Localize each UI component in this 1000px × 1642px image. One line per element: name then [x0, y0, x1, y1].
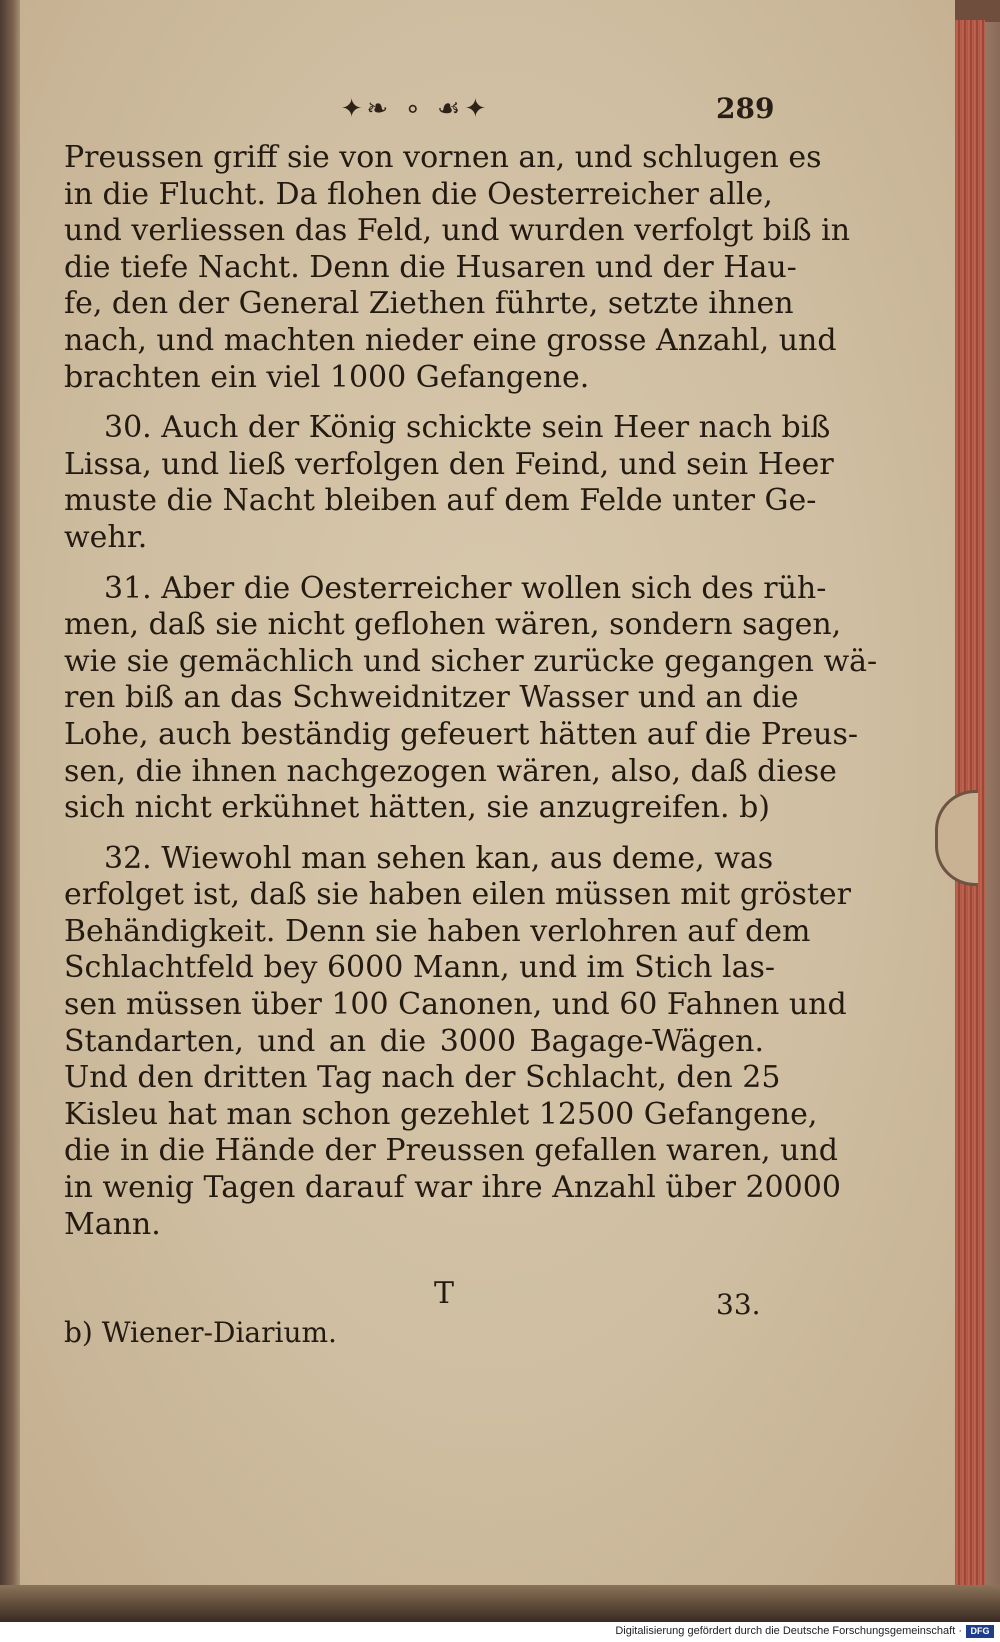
text-line: Lissa, und ließ verfolgen den Feind, und sein Heer — [64, 446, 834, 482]
page-number: 289 — [716, 92, 775, 125]
text-line: muste die Nacht bleiben auf dem Felde unter Ge- — [64, 483, 817, 519]
text-line: 30. Auch der König schickte sein Heer nach biß — [104, 410, 831, 446]
text-line: Und den dritten Tag nach der Schlacht, den 25 — [64, 1060, 781, 1096]
signature-mark: T — [434, 1276, 455, 1311]
text-line: men, daß sie nicht geflohen wären, sondern sagen, — [64, 607, 842, 643]
text-line: Schlachtfeld bey 6000 Mann, und im Stich las- — [64, 950, 776, 986]
text-line: ren biß an das Schweidnitzer Wasser und an die — [64, 680, 799, 716]
text-line: Lohe, auch beständig gefeuert hätten auf die Preus- — [64, 716, 858, 752]
text-line: sich nicht erkühnet hätten, sie anzugreifen. b) — [64, 790, 770, 826]
text-line: sen müssen über 100 Canonen, und 60 Fahnen und — [64, 987, 847, 1023]
text-line: in wenig Tagen darauf war ihre Anzahl über 20000 — [64, 1170, 841, 1206]
footnote: b) Wiener-Diarium. — [64, 1316, 337, 1349]
text-line: Behändigkeit. Denn sie haben verlohren auf dem — [64, 913, 811, 949]
text-line: Mann. — [64, 1206, 161, 1242]
page-text — [64, 140, 878, 1243]
dfg-logo: DFG — [966, 1625, 994, 1638]
text-line: und verliessen das Feld, und wurden verfolgt biß in — [64, 213, 851, 249]
paragraph-31 — [64, 570, 878, 827]
paragraph-30 — [64, 410, 834, 556]
text-line: Preussen griff sie von vornen an, und schlugen es — [64, 140, 822, 175]
page-bottom-shadow — [0, 1585, 1000, 1622]
book-gutter — [0, 0, 22, 1622]
text-line: 31. Aber die Oesterreicher wollen sich des rüh- — [104, 570, 827, 606]
text-line: 32. Wiewohl man sehen kan, aus deme, was — [104, 840, 774, 876]
text-line: Kisleu hat man schon gezehlet 12500 Gefangene, — [64, 1096, 818, 1132]
text-line: fe, den der General Ziethen führte, setzte ihnen — [64, 286, 794, 322]
text-line: die tiefe Nacht. Denn die Husaren und der Hau- — [64, 249, 797, 285]
paragraph-continuation — [64, 140, 851, 396]
catchword: 33. — [716, 1288, 761, 1321]
text-line: die in die Hände der Preussen gefallen waren, und — [64, 1133, 838, 1169]
text-line: erfolget ist, daß sie haben eilen müssen mit gröster — [64, 877, 852, 913]
text-line: Standarten, und an die 3000 Bagage-Wägen. — [64, 1023, 764, 1059]
book-cover-corner — [955, 0, 1000, 22]
text-line: sen, die ihnen nachgezogen wären, also, daß diese — [64, 753, 837, 789]
text-line: wie sie gemächlich und sicher zurücke gegangen wä- — [64, 643, 878, 679]
text-line: in die Flucht. Da flohen die Oesterreicher alle, — [64, 176, 773, 212]
funding-credit: Digitalisierung gefördert durch die Deutsche Forschungsgemeinschaft · — [615, 1625, 962, 1637]
text-line: wehr. — [64, 519, 148, 555]
digitization-footer — [0, 1622, 1000, 1642]
text-line: nach, und machten nieder eine grosse Anzahl, und — [64, 322, 837, 358]
text-line: brachten ein viel 1000 Gefangene. — [64, 359, 590, 395]
header-ornament: ✦❧ ∘ ☙✦ — [340, 94, 491, 124]
paragraph-32 — [64, 840, 852, 1244]
